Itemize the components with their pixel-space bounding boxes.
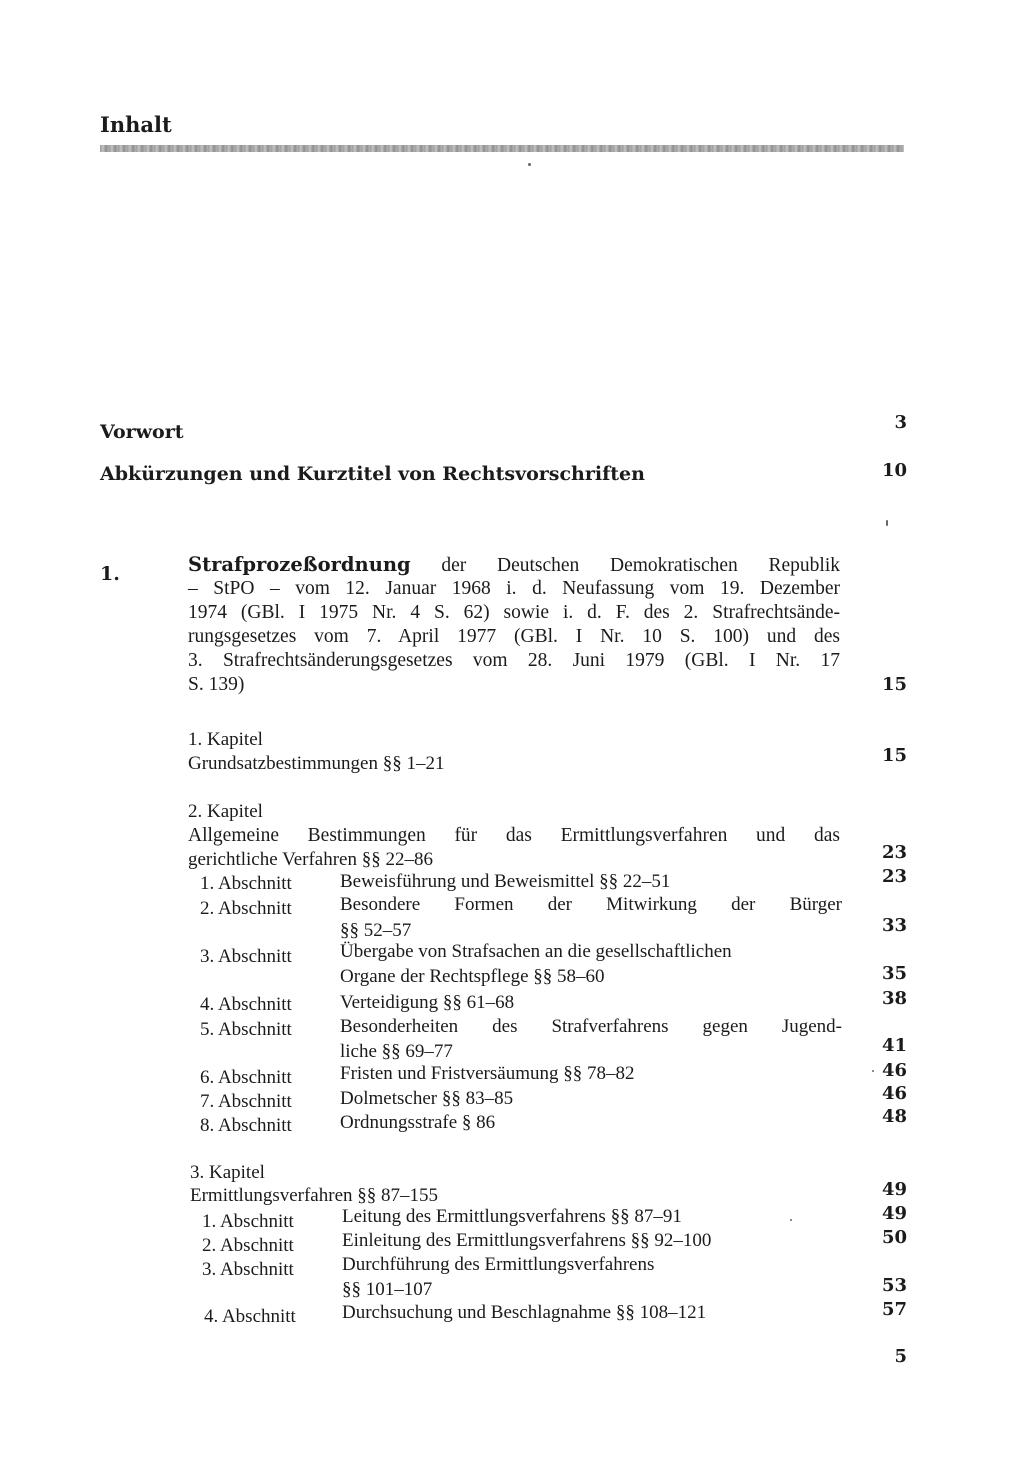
chapter-page: 23 — [881, 842, 907, 863]
section-title: liche §§ 69–77 — [340, 1041, 453, 1062]
section-title: Fristen und Fristversäumung §§ 78–82 — [340, 1063, 635, 1084]
section-title: Übergabe von Strafsachen an die gesellschaftlichen — [340, 941, 732, 962]
section-title: Durchsuchung und Beschlagnahme §§ 108–121 — [342, 1302, 707, 1323]
section-page: 48 — [881, 1106, 907, 1127]
section-page: 23 — [881, 866, 907, 887]
section-title: Einleitung des Ermittlungsverfahrens §§ 92–100 — [342, 1230, 712, 1251]
chapter-title: Allgemeine Bestimmungen für das Ermittlungsverfahren und das — [188, 825, 840, 846]
section-label: 2. Abschnitt — [200, 898, 292, 919]
toc-entry-title: Abkürzungen und Kurztitel von Rechtsvorschriften — [100, 463, 645, 485]
section-label: 1. Abschnitt — [200, 873, 292, 894]
chapter-label: 2. Kapitel — [188, 801, 263, 822]
part-page: 15 — [881, 674, 907, 695]
section-title: Besonderheiten des Strafverfahrens gegen Jugend- — [340, 1016, 842, 1037]
section-title: Dolmetscher §§ 83–85 — [340, 1088, 514, 1109]
page-number: 5 — [894, 1346, 907, 1367]
section-label: 4. Abschnitt — [200, 994, 292, 1015]
part-title-line: rungsgesetzes vom 7. April 1977 (GBl. I Nr. 10 S. 100) und des — [188, 626, 840, 647]
section-label: 2. Abschnitt — [202, 1235, 294, 1256]
section-page: 53 — [881, 1275, 907, 1296]
section-title: Leitung des Ermittlungsverfahrens §§ 87–91 — [342, 1206, 682, 1227]
toc-entry-page: 3 — [894, 412, 907, 433]
section-title: Beweisführung und Beweismittel §§ 22–51 — [340, 871, 671, 892]
section-page: 50 — [881, 1227, 907, 1248]
part-title-line: S. 139) — [188, 674, 245, 695]
chapter-title: Ermittlungsverfahren §§ 87–155 — [190, 1185, 439, 1206]
part-title-line: – StPO – vom 12. Januar 1968 i. d. Neufassung vom 19. Dezember — [188, 578, 840, 599]
part-title-bold: Strafprozeßordnung — [188, 553, 411, 576]
part-number: 1. — [100, 563, 120, 585]
scan-speck — [872, 1070, 874, 1072]
toc-entry-title: Vorwort — [100, 421, 184, 443]
scan-speck — [886, 520, 888, 526]
chapter-label: 1. Kapitel — [188, 729, 263, 750]
section-label: 6. Abschnitt — [200, 1067, 292, 1088]
page-heading: Inhalt — [100, 112, 172, 137]
scan-speck — [790, 1219, 792, 1221]
section-label: 3. Abschnitt — [202, 1259, 294, 1280]
toc-entry-page: 10 — [881, 460, 907, 481]
section-label: 8. Abschnitt — [200, 1115, 292, 1136]
heading-rule — [100, 145, 904, 152]
section-label: 7. Abschnitt — [200, 1091, 292, 1112]
section-label: 5. Abschnitt — [200, 1019, 292, 1040]
section-label: 1. Abschnitt — [202, 1211, 294, 1232]
section-title: Durchführung des Ermittlungsverfahrens — [342, 1254, 655, 1275]
chapter-page: 49 — [881, 1179, 907, 1200]
section-page: 41 — [881, 1035, 907, 1056]
part-title-line — [188, 553, 840, 578]
part-title-line: 3. Strafrechtsänderungsgesetzes vom 28. Juni 1979 (GBl. I Nr. 17 — [188, 650, 840, 671]
section-label: 3. Abschnitt — [200, 946, 292, 967]
section-title: §§ 52–57 — [340, 920, 412, 941]
chapter-title: Grundsatzbestimmungen §§ 1–21 — [188, 753, 445, 774]
chapter-page: 15 — [881, 745, 907, 766]
scan-speck — [528, 163, 531, 166]
section-page: 46 — [881, 1060, 907, 1081]
section-page: 49 — [881, 1203, 907, 1224]
section-page: 35 — [881, 963, 907, 984]
section-page: 33 — [881, 915, 907, 936]
section-label: 4. Abschnitt — [204, 1306, 296, 1327]
section-title: Besondere Formen der Mitwirkung der Bürger — [340, 894, 842, 915]
section-page: 38 — [881, 988, 907, 1009]
section-title: §§ 101–107 — [342, 1279, 433, 1300]
part-title-line: 1974 (GBl. I 1975 Nr. 4 S. 62) sowie i. d. F. des 2. Strafrechtsände- — [188, 602, 840, 623]
chapter-title: gerichtliche Verfahren §§ 22–86 — [188, 849, 433, 870]
section-page: 46 — [881, 1083, 907, 1104]
section-title: Verteidigung §§ 61–68 — [340, 992, 515, 1013]
part-title-text: der Deutschen Demokratischen Republik — [410, 555, 840, 576]
section-title: Organe der Rechtspflege §§ 58–60 — [340, 966, 605, 987]
section-page: 57 — [881, 1299, 907, 1320]
chapter-label: 3. Kapitel — [190, 1162, 265, 1183]
section-title: Ordnungsstrafe § 86 — [340, 1112, 496, 1133]
